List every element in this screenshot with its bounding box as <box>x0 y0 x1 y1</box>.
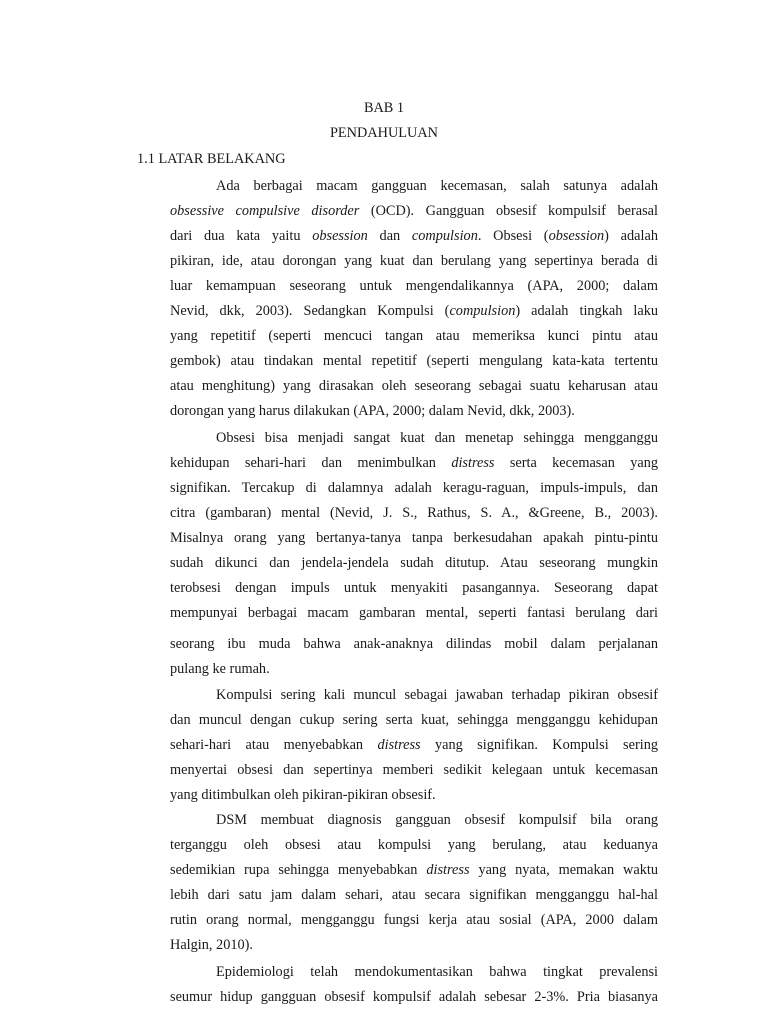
text-run: dan <box>367 228 412 244</box>
text-line <box>170 603 658 623</box>
text-line <box>170 935 658 955</box>
text-run: citra (gambaran) mental (Nevid, J. S., Rathus, S. A., &Greene, B., 2003). <box>170 505 658 521</box>
text-line <box>216 810 658 830</box>
text-line <box>170 910 658 930</box>
text-line <box>170 735 658 755</box>
text-line <box>170 860 658 880</box>
text-run: yang ditimbulkan oleh pikiran-pikiran obsesif. <box>170 787 436 803</box>
text-run: Kompulsi sering kali muncul sebagai jawaban terhadap pikiran obsesif <box>216 687 658 703</box>
text-run: dorongan yang harus dilakukan (APA, 2000; dalam Nevid, dkk, 2003). <box>170 403 575 419</box>
text-line <box>170 401 658 421</box>
text-run: rutin orang normal, mengganggu fungsi kerja atau sosial (APA, 2000 dalam <box>170 912 658 928</box>
text-line <box>170 226 658 246</box>
text-run: sudah dikunci dan jendela-jendela sudah ditutup. Atau seseorang mungkin <box>170 555 658 571</box>
text-run: ) adalah tingkah laku <box>515 303 658 319</box>
chapter-title: PENDAHULUAN <box>329 125 438 141</box>
text-run: yang repetitif (seperti mencuci tangan atau memeriksa kunci pintu atau <box>170 328 658 344</box>
text-line <box>216 962 658 982</box>
text-line <box>170 710 658 730</box>
text-run: sedemikian rupa sehingga menyebabkan <box>170 862 427 878</box>
text-line <box>170 503 658 523</box>
text-run: Halgin, 2010). <box>170 937 253 953</box>
text-run: menyertai obsesi dan sepertinya memberi sedikit kelegaan untuk kecemasan <box>170 762 658 778</box>
text-line <box>170 987 658 1007</box>
text-line <box>170 528 658 548</box>
text-line <box>170 201 658 221</box>
text-line <box>170 376 658 396</box>
text-line <box>170 835 658 855</box>
text-line <box>170 578 658 598</box>
italic-term: compulsion <box>449 303 516 319</box>
text-run: (OCD). Gangguan obsesif kompulsif berasal <box>359 203 658 219</box>
text-run: yang signifikan. Kompulsi sering <box>420 737 658 753</box>
text-run: Misalnya orang yang bertanya-tanya tanpa berkesudahan apakah pintu-pintu <box>170 530 658 546</box>
text-run: pikiran, ide, atau dorongan yang kuat dan berulang yang sepertinya berada di <box>170 253 658 269</box>
text-run: serta kecemasan yang <box>494 455 658 471</box>
italic-term: distress <box>377 737 421 753</box>
chapter-number: BAB 1 <box>363 100 405 116</box>
text-line <box>170 785 658 805</box>
text-run: Epidemiologi telah mendokumentasikan bahwa tingkat prevalensi <box>216 964 658 980</box>
text-line <box>170 634 658 654</box>
text-run: kehidupan sehari-hari dan menimbulkan <box>170 455 452 471</box>
text-line <box>170 276 658 296</box>
italic-term: obsession <box>312 228 368 244</box>
text-line <box>170 885 658 905</box>
text-line <box>170 351 658 371</box>
italic-term: obsessive compulsive disorder <box>170 203 360 219</box>
text-run: dari dua kata yaitu <box>170 228 313 244</box>
text-line <box>170 478 658 498</box>
text-run: seumur hidup gangguan obsesif kompulsif adalah sebesar 2-3%. Pria biasanya <box>170 989 658 1005</box>
text-run: mempunyai berbagai macam gambaran mental, seperti fantasi berulang dari <box>170 605 658 621</box>
text-run: sehari-hari atau menyebabkan <box>170 737 378 753</box>
text-line <box>170 453 658 473</box>
text-line <box>216 428 658 448</box>
text-line <box>170 301 658 321</box>
text-run: pulang ke rumah. <box>170 661 270 677</box>
italic-term: distress <box>426 862 470 878</box>
italic-term: obsession <box>548 228 605 244</box>
text-run: Nevid, dkk, 2003). Sedangkan Kompulsi ( <box>170 303 450 319</box>
text-run: atau menghitung) yang dirasakan oleh seseorang sebagai suatu keharusan atau <box>170 378 658 394</box>
italic-term: compulsion <box>411 228 478 244</box>
text-run: gembok) atau tindakan mental repetitif (seperti mengulang kata-kata tertentu <box>170 353 658 369</box>
text-line <box>170 326 658 346</box>
text-run: dan muncul dengan cukup sering serta kuat, sehingga mengganggu kehidupan <box>170 712 658 728</box>
text-line <box>170 760 658 780</box>
text-line <box>170 553 658 573</box>
text-line <box>170 659 658 679</box>
italic-term: distress <box>451 455 495 471</box>
text-run: yang nyata, memakan waktu <box>469 862 658 878</box>
text-run: . Obsesi ( <box>477 228 549 244</box>
text-line <box>170 251 658 271</box>
text-run: ) adalah <box>604 228 658 244</box>
text-line <box>216 685 658 705</box>
section-heading: 1.1 LATAR BELAKANG <box>137 151 286 167</box>
text-run: DSM membuat diagnosis gangguan obsesif kompulsif bila orang <box>216 812 658 828</box>
text-run: Obsesi bisa menjadi sangat kuat dan menetap sehingga mengganggu <box>216 430 658 446</box>
text-run: seorang ibu muda bahwa anak-anaknya dilindas mobil dalam perjalanan <box>170 636 658 652</box>
text-line <box>216 176 658 196</box>
text-run: luar kemampuan seseorang untuk mengendalikannya (APA, 2000; dalam <box>170 278 658 294</box>
text-run: terobsesi dengan impuls untuk menyakiti pasangannya. Seseorang dapat <box>170 580 658 596</box>
text-run: signifikan. Tercakup di dalamnya adalah keragu-raguan, impuls-impuls, dan <box>170 480 658 496</box>
text-run: terganggu oleh obsesi atau kompulsi yang berulang, atau keduanya <box>170 837 658 853</box>
text-run: lebih dari satu jam dalam sehari, atau secara signifikan mengganggu hal-hal <box>170 887 658 903</box>
text-run: Ada berbagai macam gangguan kecemasan, salah satunya adalah <box>216 178 658 194</box>
